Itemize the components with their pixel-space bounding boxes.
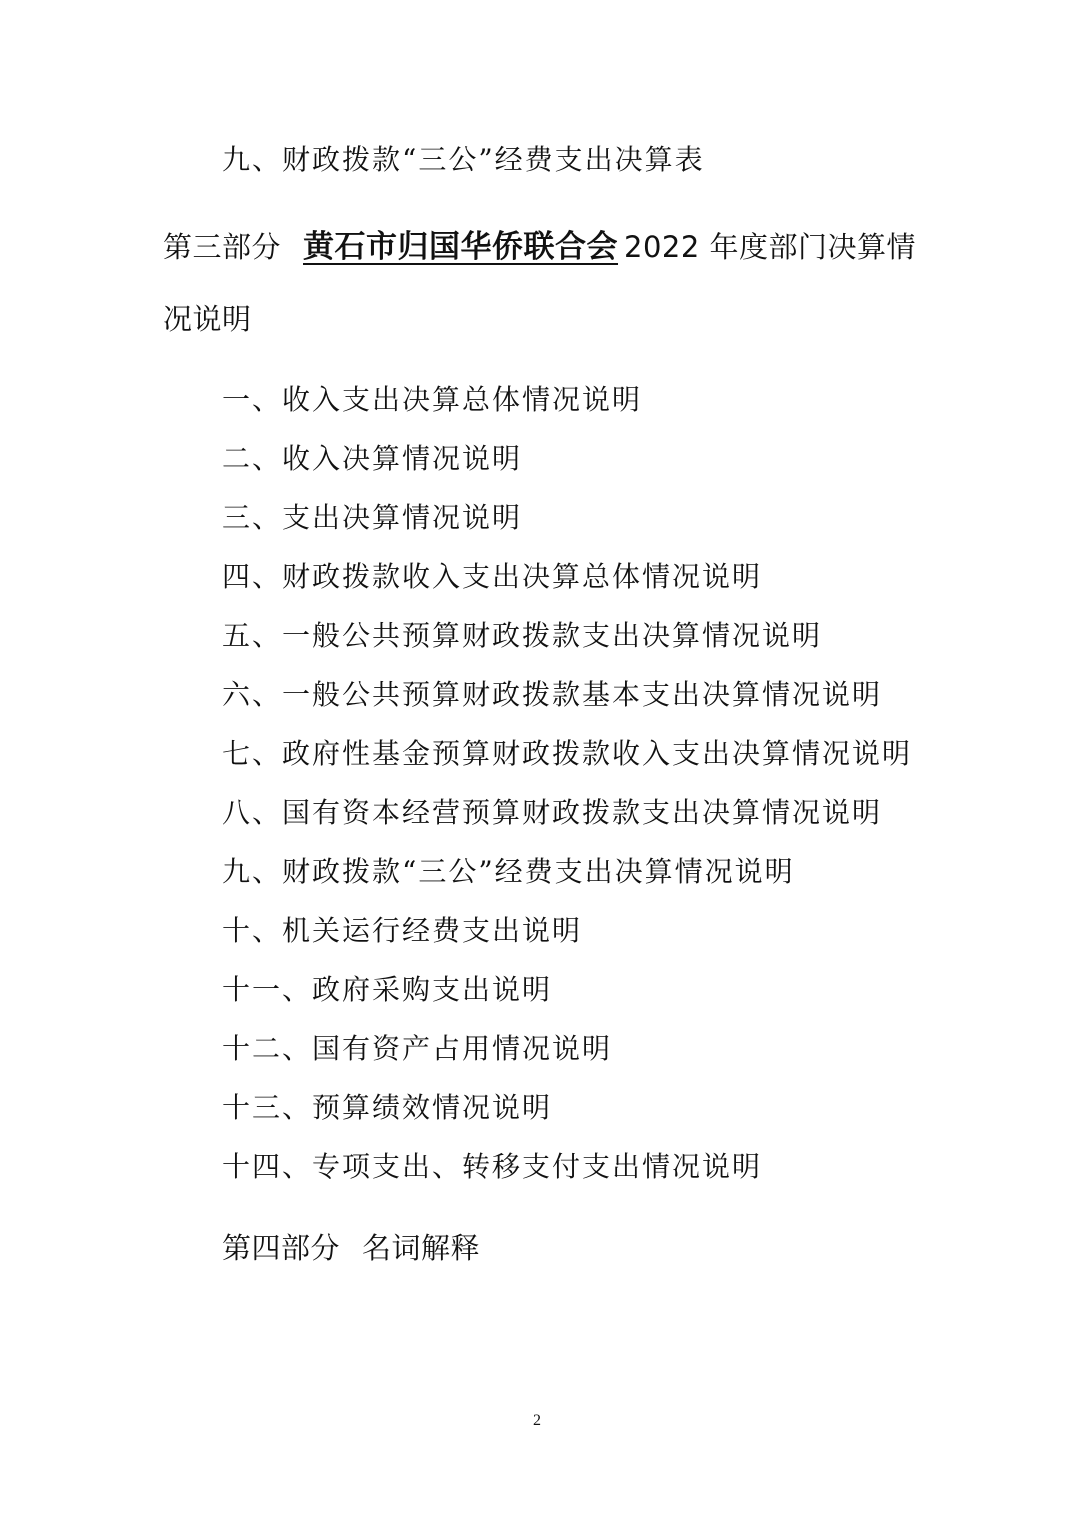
part3-title-line2: 况说明 xyxy=(163,302,252,336)
part4-title: 名词解释 xyxy=(362,1231,481,1265)
page-number: 2 xyxy=(533,1412,541,1429)
toc-item: 四、财政拨款收入支出决算总体情况说明 xyxy=(222,560,763,593)
toc-item: 三、支出决算情况说明 xyxy=(222,501,523,534)
toc-item: 十、机关运行经费支出说明 xyxy=(222,914,583,947)
toc-item: 十二、国有资产占用情况说明 xyxy=(222,1032,613,1065)
toc-item: 八、国有资本经营预算财政拨款支出决算情况说明 xyxy=(222,796,883,829)
toc-item: 十四、专项支出、转移支付支出情况说明 xyxy=(222,1150,763,1183)
toc-item: 九、财政拨款“三公”经费支出决算情况说明 xyxy=(222,855,795,888)
organization-name: 黄石市归国华侨联合会 xyxy=(303,229,619,265)
part4-heading xyxy=(222,1231,481,1265)
toc-item: 五、一般公共预算财政拨款支出决算情况说明 xyxy=(222,619,823,652)
part3-title-line1: 2022 年度部门决算情 xyxy=(624,230,917,264)
toc-item: 十一、政府采购支出说明 xyxy=(222,973,553,1006)
part4-prefix: 第四部分 xyxy=(222,1231,341,1265)
toc-item: 二、收入决算情况说明 xyxy=(222,442,523,475)
toc-item: 七、政府性基金预算财政拨款收入支出决算情况说明 xyxy=(222,737,913,770)
part3-prefix: 第三部分 xyxy=(163,230,282,264)
toc-item: 十三、预算绩效情况说明 xyxy=(222,1091,553,1124)
toc-item-top: 九、财政拨款“三公”经费支出决算表 xyxy=(222,143,705,176)
part3-heading xyxy=(163,229,917,265)
toc-item: 六、一般公共预算财政拨款基本支出决算情况说明 xyxy=(222,678,883,711)
toc-item: 一、收入支出决算总体情况说明 xyxy=(222,383,643,416)
